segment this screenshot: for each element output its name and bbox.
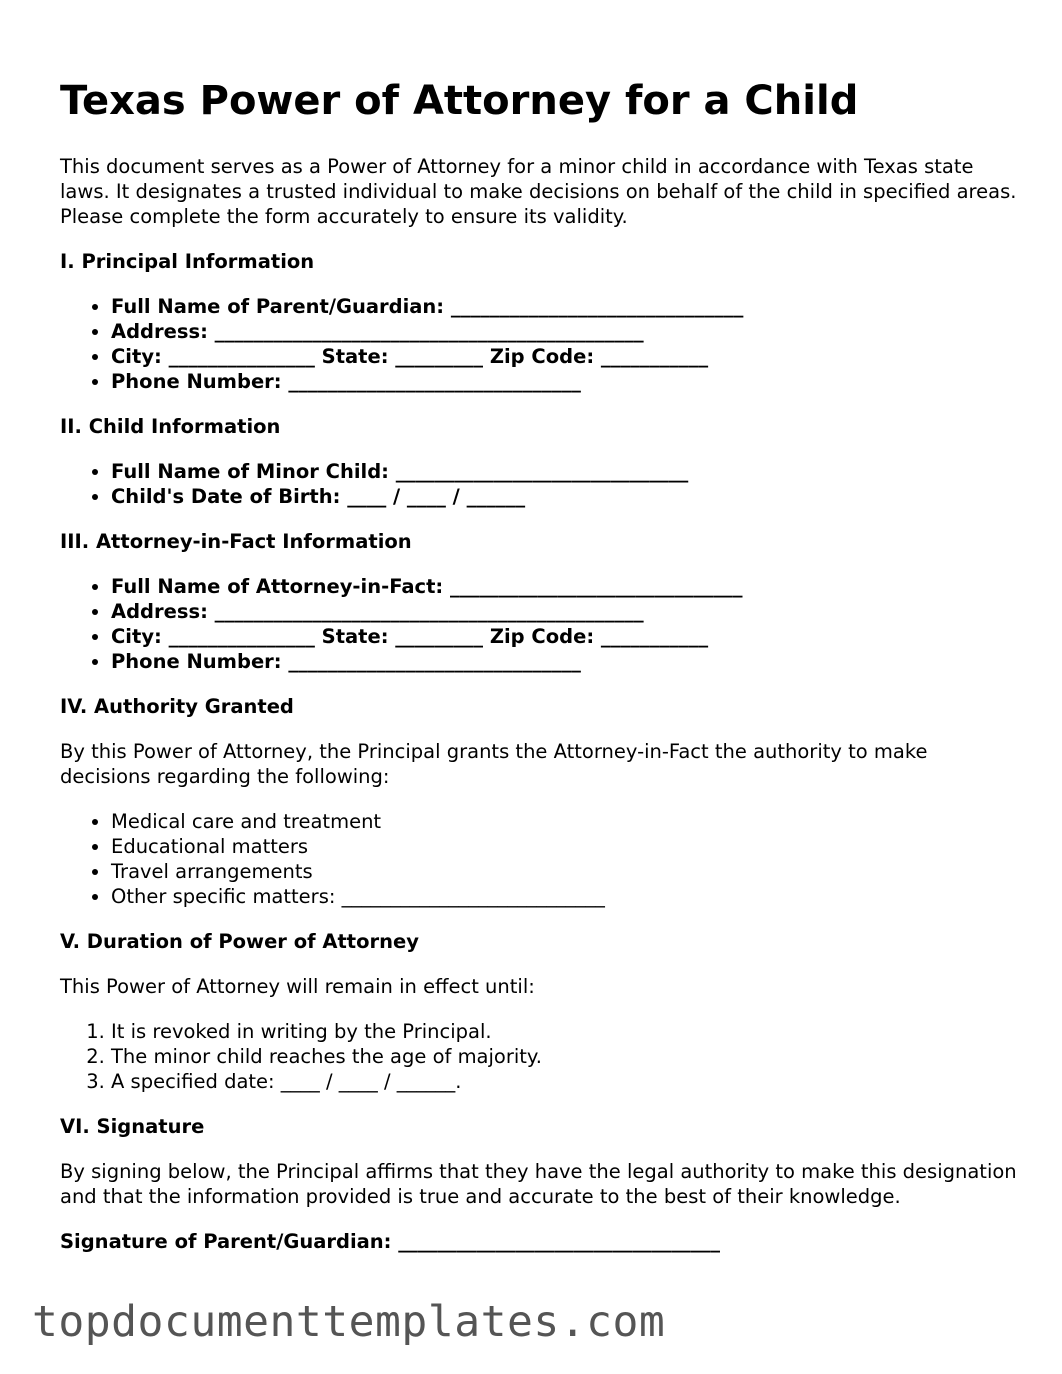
authority-item: • Educational matters [111,834,1020,859]
section-heading-authority: IV. Authority Granted [60,695,294,718]
field-parent-address: • Address: ____________________________________________ [111,319,1020,344]
principal-fields-list [60,294,1020,394]
duration-item: 2. The minor child reaches the age of majority. [111,1044,1020,1069]
duration-paragraph: This Power of Attorney will remain in effect until: [60,975,535,998]
section-heading-child: II. Child Information [60,415,281,438]
section-heading-principal: I. Principal Information [60,250,315,273]
page-title: Texas Power of Attorney for a Child [60,78,859,124]
field-parent-city-state-zip: • City: _______________ State: _________ Zip Code: ___________ [111,344,1020,369]
child-fields-list [60,459,1020,509]
authority-item: • Medical care and treatment [111,809,1020,834]
field-attorney-address: • Address: ____________________________________________ [111,599,1020,624]
signature-line: Signature of Parent/Guardian: _________________________________ [60,1230,721,1253]
duration-item: 1. It is revoked in writing by the Principal. [111,1019,1020,1044]
attorney-fields-list [60,574,1020,674]
authority-paragraph: By this Power of Attorney, the Principal grants the Attorney-in-Fact the authority to make decisions regarding the following: [60,740,928,788]
duration-list [60,1019,1020,1094]
authority-item: • Other specific matters: ___________________________ [111,884,1020,909]
authority-item: • Travel arrangements [111,859,1020,884]
field-parent-phone: • Phone Number: ______________________________ [111,369,1020,394]
document-page [60,74,1020,1254]
section-heading-duration: V. Duration of Power of Attorney [60,930,419,953]
field-attorney-phone: • Phone Number: ______________________________ [111,649,1020,674]
field-child-dob: • Child's Date of Birth: ____ / ____ / ______ [111,484,1020,509]
section-heading-attorney: III. Attorney-in-Fact Information [60,530,412,553]
authority-list [60,809,1020,909]
field-parent-name: • Full Name of Parent/Guardian: ______________________________ [111,294,1020,319]
field-attorney-name: • Full Name of Attorney-in-Fact: ______________________________ [111,574,1020,599]
intro-paragraph: This document serves as a Power of Attorney for a minor child in accordance with Texas state laws. It designates a trusted individual to make decisions on behalf of the child in specified areas. Please complete the form accurately to ensure its validity. [60,155,1017,228]
watermark: topdocumenttemplates.com [32,1297,666,1347]
field-child-name: • Full Name of Minor Child: ______________________________ [111,459,1020,484]
section-heading-signature: VI. Signature [60,1115,205,1138]
field-attorney-city-state-zip: • City: _______________ State: _________ Zip Code: ___________ [111,624,1020,649]
duration-item: 3. A specified date: ____ / ____ / ______. [111,1069,1020,1094]
signature-paragraph: By signing below, the Principal affirms that they have the legal authority to make this designation and that the information provided is true and accurate to the best of their knowledge. [60,1160,1017,1208]
